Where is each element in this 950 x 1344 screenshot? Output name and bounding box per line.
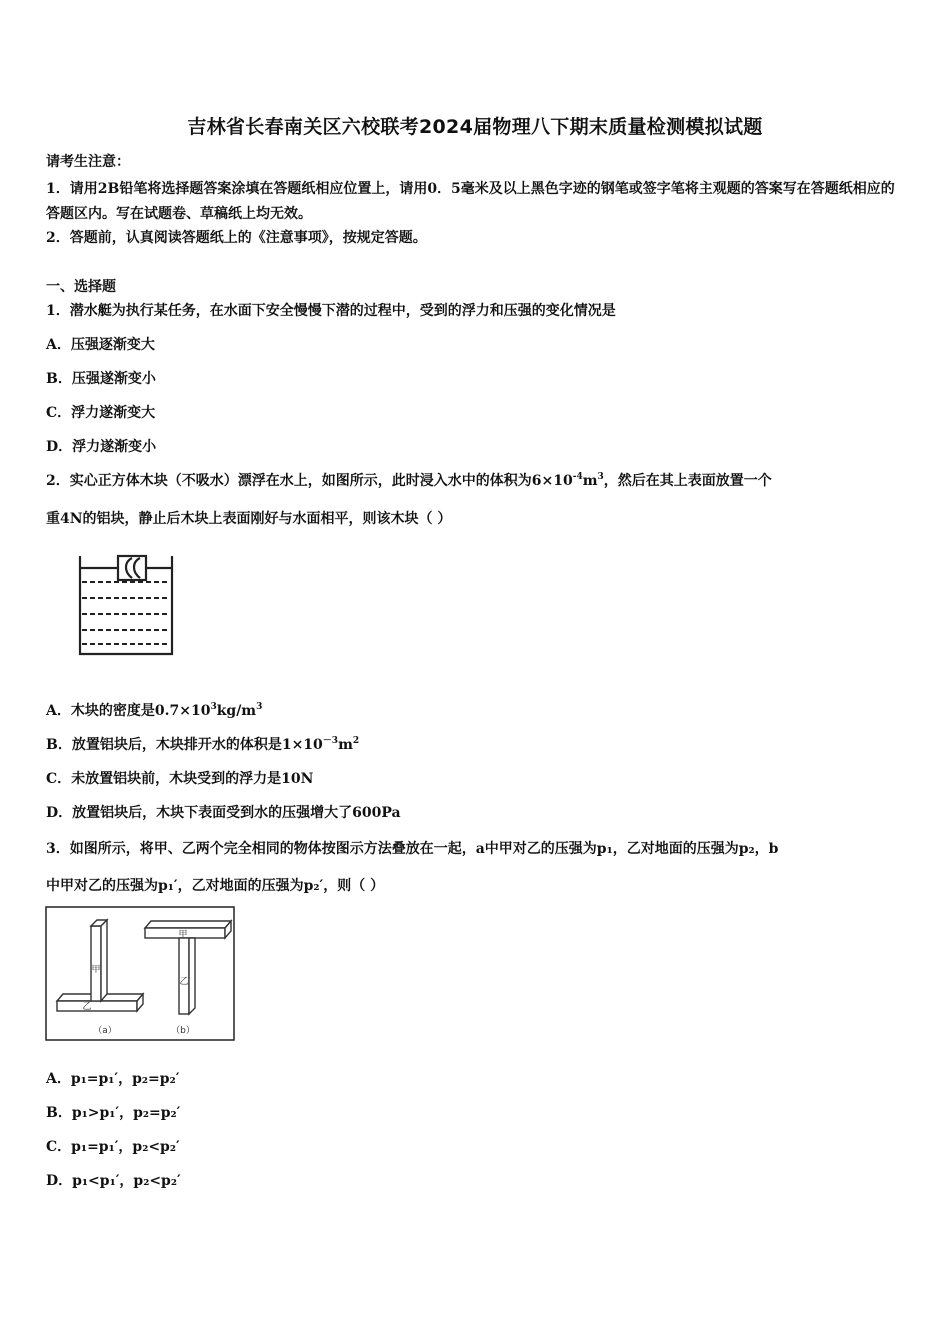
q3-option-d: D．p₁<p₁′，p₂<p₂′ (46, 1173, 181, 1189)
q2-stem-line1: 2．实心正方体木块（不吸水）漂浮在水上，如图所示，此时浸入水中的体积为$6\times 10^{-4}m^3$，然后在其上表面放置一个 (46, 472, 772, 489)
wood-grain-2 (134, 558, 140, 578)
section-heading: 一、选择题 (46, 279, 116, 295)
q3-option-a: A．p₁=p₁′，p₂=p₂′ (46, 1071, 180, 1087)
wood-grain-1 (126, 558, 132, 578)
b-yi-label: 乙 (179, 977, 189, 987)
q1-stem: 1．潜水艇为执行某任务，在水面下安全慢慢下潜的过程中，受到的浮力和压强的变化情况是 (46, 303, 616, 319)
b-yi-front (179, 938, 189, 1014)
q1-option-b: B．压强遂渐变小 (46, 371, 156, 387)
a-jia-label: 甲 (91, 965, 101, 975)
q3-figure (45, 906, 235, 1041)
b-jia-label: 甲 (178, 930, 188, 940)
q3-option-c: C．p₁=p₁′，p₂<p₂′ (46, 1139, 180, 1155)
a-yi-label: 乙 (82, 1002, 92, 1012)
notice-item-1: 1．请用2B铅笔将选择题答案涂填在答题纸相应位置上，请用0．5毫米及以上黑色字迹的钢笔或签字笔将主观题的答案写在答题纸相应的答题区内。写在试题卷、草稿纸上均无效。 (46, 181, 895, 222)
q2-option-b: B．放置铝块后，木块排开水的体积是$1\times 10^{-3}m^2$ (46, 736, 360, 753)
q2-figure (70, 548, 180, 660)
q3-stem-line1: 3．如图所示，将甲、乙两个完全相同的物体按图示方法叠放在一起，a中甲对乙的压强为p₁，乙对地面的压强为p₂，b (46, 841, 779, 857)
q2-option-d: D．放置铝块后，木块下表面受到水的压强增大了600Pa (46, 805, 401, 821)
q3-option-b: B．p₁>p₁′，p₂=p₂′ (46, 1105, 181, 1121)
q2-stem-line2: 重4N的铝块，静止后木块上表面刚好与水面相平，则该木块（ ） (46, 511, 452, 527)
water-lines (82, 582, 170, 644)
caption-a: （a） (93, 1026, 117, 1036)
q2-option-a: A．木块的密度是$0.7\times 10^3kg/m^3$ (46, 702, 263, 719)
a-jia-front (91, 926, 101, 1001)
q2-option-c: C．未放置铝块前，木块受到的浮力是10N (46, 771, 314, 787)
q1-option-a: A．压强逐渐变大 (46, 337, 155, 353)
wooden-block (118, 556, 146, 580)
notice-item-2: 2．答题前，认真阅读答题纸上的《注意事项》，按规定答题。 (46, 230, 427, 246)
page-title: 吉林省长春南关区六校联考2024届物理八下期末质量检测模拟试题 (187, 116, 763, 138)
a-yi-front (57, 1001, 137, 1011)
b-jia-top (145, 921, 231, 928)
q1-option-d: D．浮力遂渐变小 (46, 439, 157, 455)
notice-heading: 请考生注意： (46, 154, 130, 170)
q1-option-c: C．浮力遂渐变大 (46, 405, 156, 421)
q3-stem-line2: 中甲对乙的压强为p₁′，乙对地面的压强为p₂′，则（ ） (46, 878, 385, 894)
caption-b: （b） (171, 1026, 195, 1036)
